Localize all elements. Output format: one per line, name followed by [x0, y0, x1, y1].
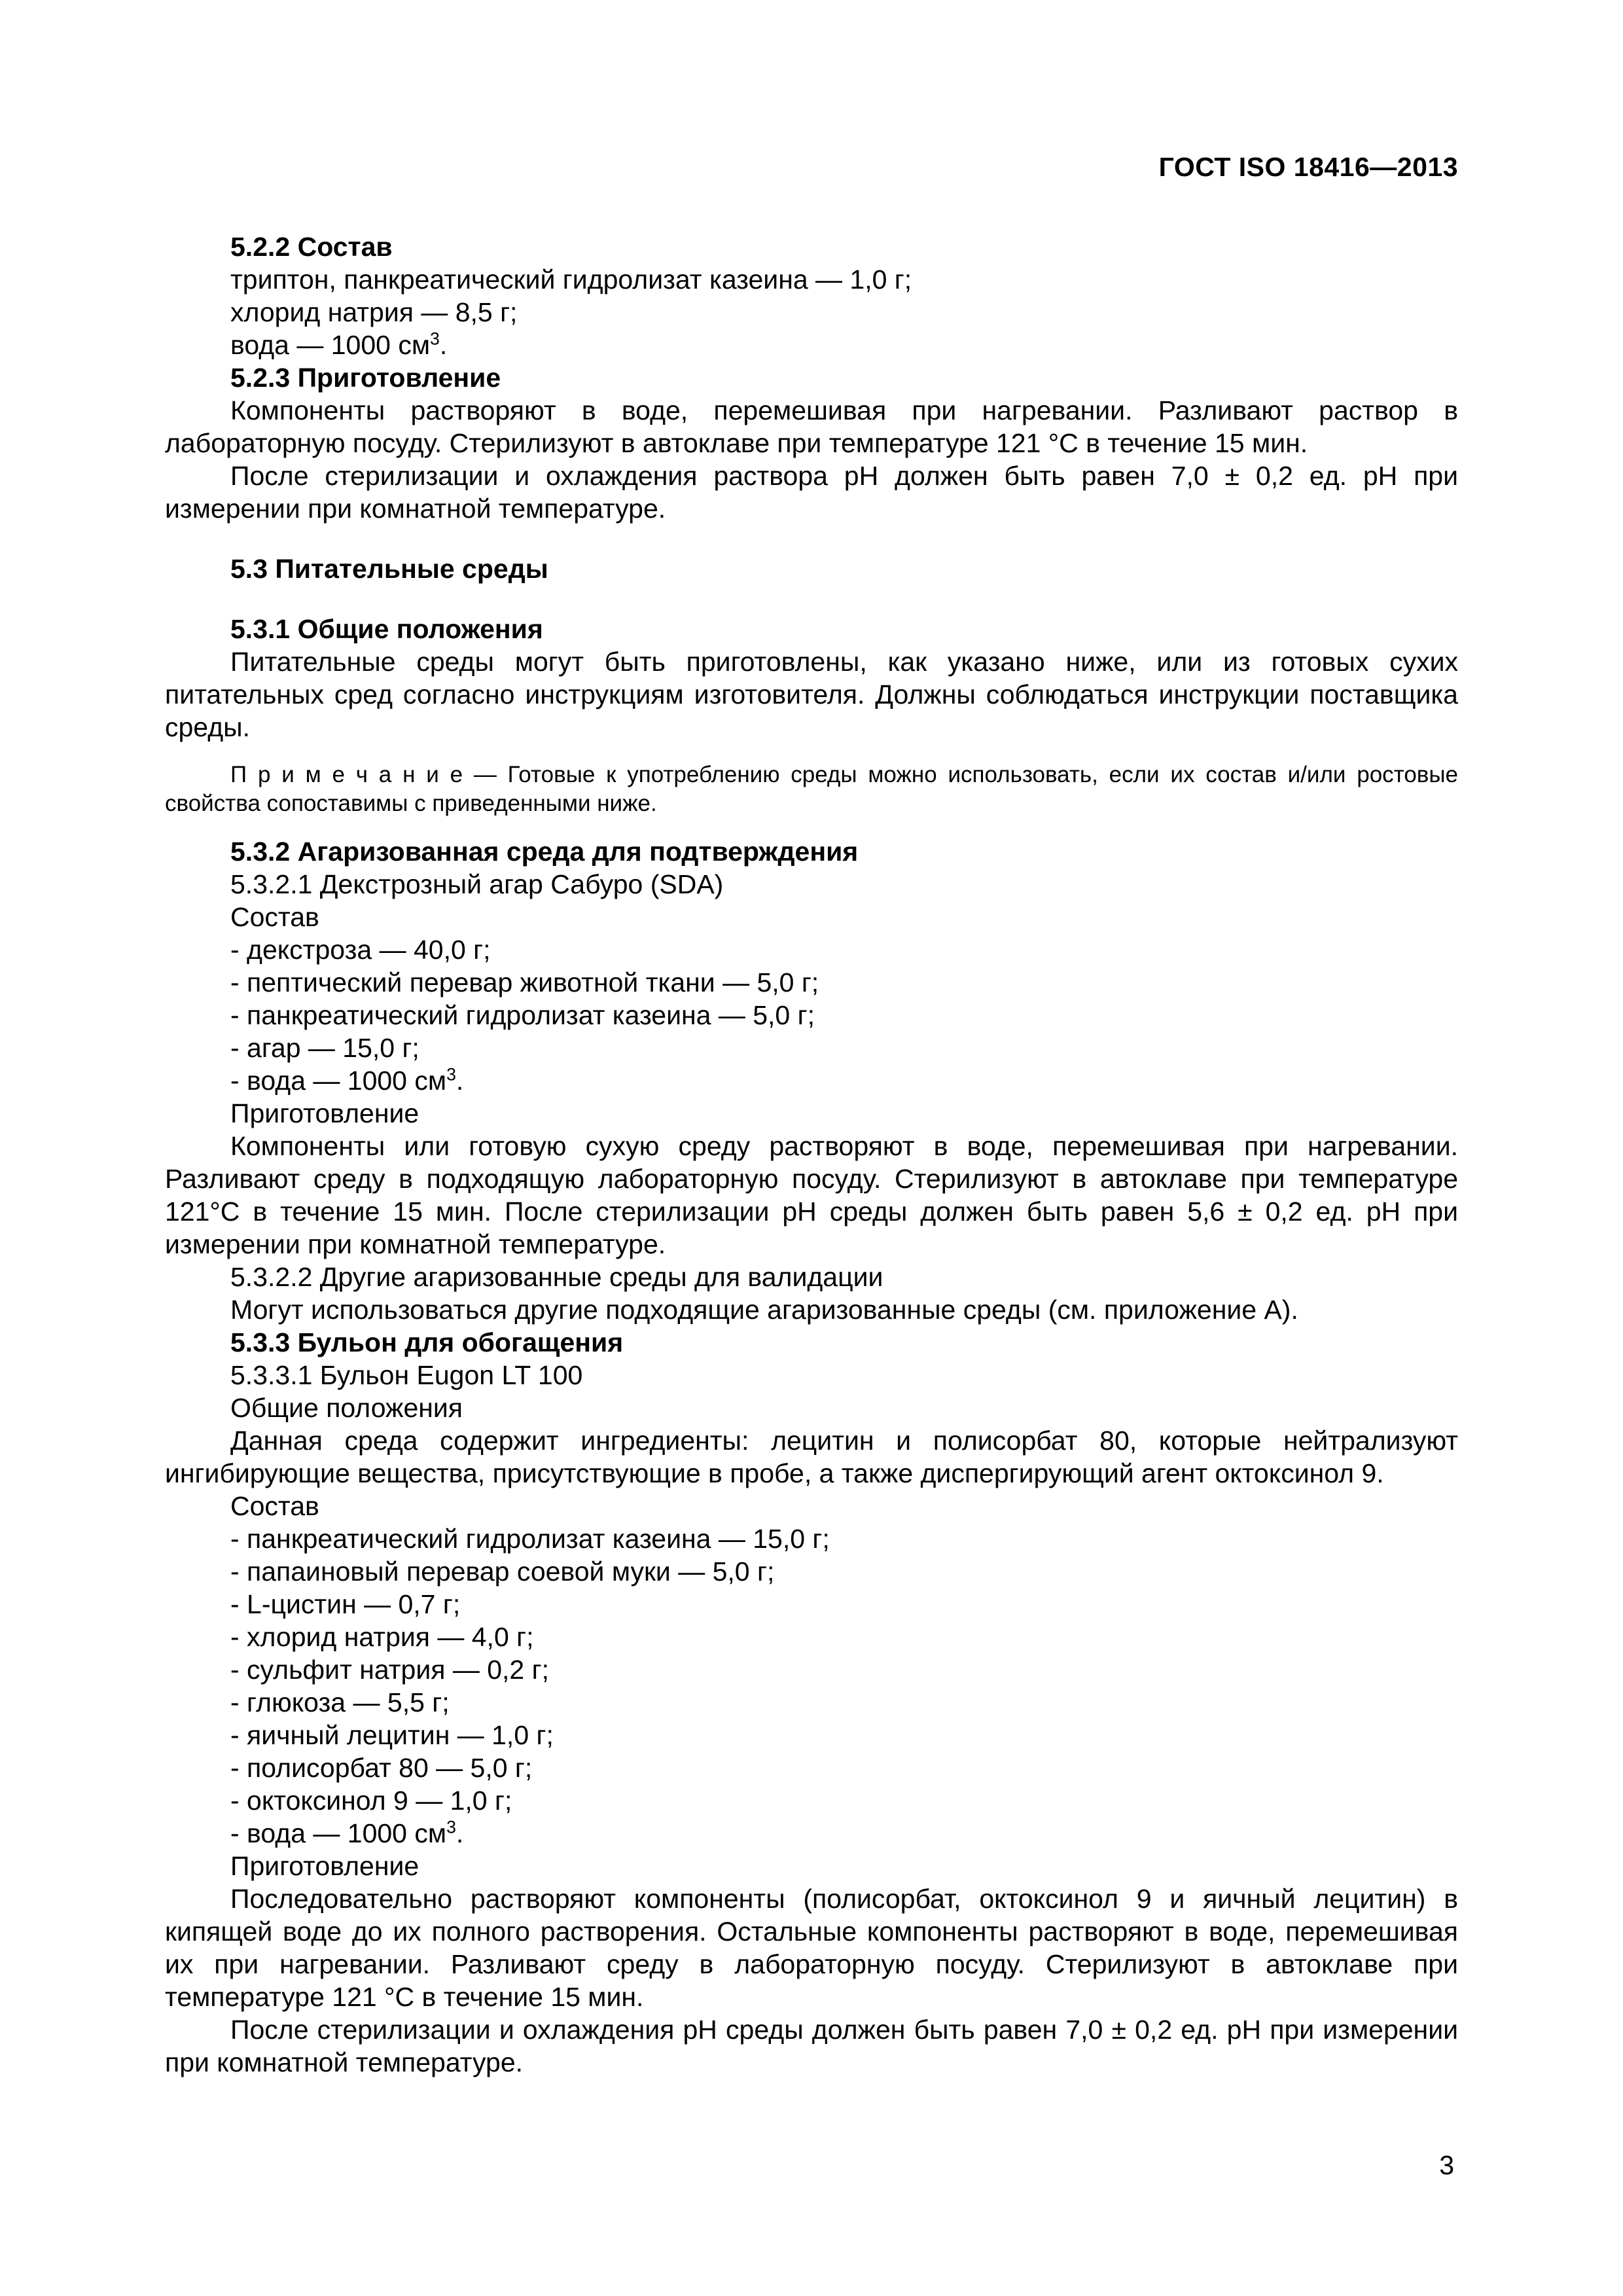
section-heading: 5.3.2 Агаризованная среда для подтверждения — [230, 836, 859, 867]
text-run: - вода — 1000 см — [230, 1818, 447, 1848]
paragraph: П р и м е ч а н и е — Готовые к употреблению среды можно использовать, если их состав и/или ростовые свойства сопоставимы с приведенными ниже. — [165, 762, 1458, 816]
superscript: 3 — [446, 1817, 456, 1837]
paragraph: - L-цистин — 0,7 г; — [230, 1589, 461, 1619]
paragraph: Общие положения — [230, 1393, 463, 1423]
paragraph: - яичный лецитин — 1,0 г; — [230, 1720, 554, 1750]
paragraph: После стерилизации и охлаждения pH среды должен быть равен 7,0 ± 0,2 ед. pH при измерении при комнатной температуре. — [165, 2015, 1458, 2077]
paragraph: - глюкоза — 5,5 г; — [230, 1687, 450, 1717]
text-run: . — [455, 1818, 464, 1848]
text-run: . — [455, 1066, 464, 1096]
paragraph — [165, 1064, 1458, 1097]
page-number: 3 — [1439, 2150, 1454, 2180]
paragraph: Состав — [230, 902, 319, 932]
paragraph: Могут использоваться другие подходящие агаризованные среды (см. приложение А). — [230, 1295, 1298, 1325]
paragraph: триптон, панкреатический гидролизат казеина — 1,0 г; — [230, 264, 912, 295]
paragraph: - октоксинол 9 — 1,0 г; — [230, 1785, 512, 1816]
paragraph: - папаиновый перевар соевой муки — 5,0 г; — [230, 1556, 775, 1587]
paragraph — [165, 1817, 1458, 1850]
doc-number-header: ГОСТ ISO 18416—2013 — [1158, 152, 1458, 182]
paragraph: - хлорид натрия — 4,0 г; — [230, 1622, 534, 1652]
paragraph: - панкреатический гидролизат казеина — 5,0 г; — [230, 1000, 815, 1030]
paragraph: - пептический перевар животной ткани — 5,0 г; — [230, 967, 819, 997]
paragraph: Состав — [230, 1491, 319, 1521]
section-heading: 5.3 Питательные среды — [230, 554, 548, 584]
paragraph: - полисорбат 80 — 5,0 г; — [230, 1753, 533, 1783]
paragraph: Данная среда содержит ингредиенты: лецитин и полисорбат 80, которые нейтрализуют ингибирующие вещества, присутствующие в пробе, а также диспергирующий агент октоксинол 9. — [165, 1426, 1458, 1488]
paragraph: Компоненты или готовую сухую среду растворяют в воде, перемешивая при нагревании. Разливают среду в подходящую лабораторную посуду. Стерилизуют в автоклаве при температуре 121°С в течение 15 мин. После стерилизации pH среды должен быть равен 5,6 ± 0,2 ед. pH при измерении при комнатной температуре. — [165, 1131, 1458, 1259]
paragraph: Питательные среды могут быть приготовлены, как указано ниже, или из готовых сухих питательных сред согласно инструкциям изготовителя. Должны соблюдаться инструкции поставщика среды. — [165, 647, 1458, 742]
paragraph: После стерилизации и охлаждения раствора pH должен быть равен 7,0 ± 0,2 ед. pH при измерении при комнатной температуре. — [165, 461, 1458, 524]
paragraph: Приготовление — [230, 1098, 419, 1128]
paragraph: Последовательно растворяют компоненты (полисорбат, октоксинол 9 и яичный лецитин) в кипящей воде до их полного растворения. Остальные компоненты растворяют в воде, перемешивая их при нагревании. Разливают среду в лабораторную посуду. Стерилизуют в автоклаве при температуре 121 °С в течение 15 мин. — [165, 1884, 1458, 2012]
page-body — [165, 230, 1458, 2079]
text-run: - вода — 1000 см — [230, 1066, 447, 1096]
paragraph: 5.3.3.1 Бульон Eugon LT 100 — [230, 1360, 583, 1390]
superscript: 3 — [430, 329, 440, 349]
section-heading: 5.3.1 Общие положения — [230, 614, 543, 644]
text-run: вода — 1000 см — [230, 330, 431, 360]
text-run: . — [439, 330, 448, 360]
paragraph: 5.3.2.1 Декстрозный агар Сабуро (SDA) — [230, 869, 724, 899]
section-heading: 5.3.3 Бульон для обогащения — [230, 1327, 624, 1357]
section-heading: 5.2.2 Состав — [230, 232, 393, 262]
paragraph: 5.3.2.2 Другие агаризованные среды для валидации — [230, 1262, 883, 1292]
section-heading: 5.2.3 Приготовление — [230, 363, 501, 393]
paragraph: хлорид натрия — 8,5 г; — [230, 297, 518, 327]
paragraph: - декстроза — 40,0 г; — [230, 935, 491, 965]
paragraph — [165, 329, 1458, 361]
paragraph: Приготовление — [230, 1851, 419, 1881]
paragraph: - агар — 15,0 г; — [230, 1033, 419, 1063]
paragraph: Компоненты растворяют в воде, перемешивая при нагревании. Разливают раствор в лабораторную посуду. Стерилизуют в автоклаве при температуре 121 °С в течение 15 мин. — [165, 395, 1458, 458]
paragraph: - панкреатический гидролизат казеина — 15,0 г; — [230, 1524, 830, 1554]
superscript: 3 — [446, 1064, 456, 1085]
paragraph: - сульфит натрия — 0,2 г; — [230, 1655, 549, 1685]
